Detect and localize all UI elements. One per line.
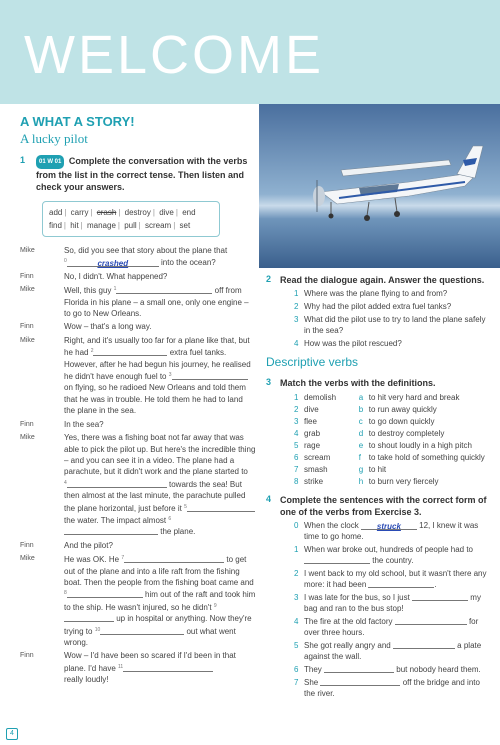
speech-fragment: off from Florida in his plane – a small one, only one engine – to go to New Orleans. <box>64 286 249 319</box>
dialogue-line <box>20 335 256 417</box>
answer-gap[interactable] <box>67 258 159 267</box>
right-column <box>266 274 492 703</box>
verb-column <box>294 392 359 488</box>
speech-fragment: to get out of the plane and into a life raft from the fishing boat. Then the people from the fishing boat came and <box>64 555 254 587</box>
definition-item[interactable]: f to take hold of something quickly <box>358 453 485 462</box>
question-item <box>294 301 492 312</box>
gap-number: 0 <box>64 258 67 265</box>
speaker-name: Finn <box>20 541 34 549</box>
verb-item[interactable]: 7 smash <box>294 465 328 474</box>
sentence-item: 0 When the clock struck 12, I knew it was time to go home. <box>294 521 479 541</box>
plane-photo <box>259 104 500 268</box>
definition-item[interactable]: e to shout loudly in a high pitch <box>358 441 472 450</box>
definition-item[interactable]: a to hit very hard and break <box>358 393 460 402</box>
verb-item[interactable]: 3 flee <box>294 417 317 426</box>
answer-gap[interactable] <box>393 640 455 649</box>
answer-gap[interactable] <box>113 285 212 294</box>
sentence-item: 7 She off the bridge and into the river. <box>294 678 480 698</box>
answer-gap[interactable] <box>67 479 167 488</box>
section-heading: A WHAT A STORY! <box>20 114 135 129</box>
answer-gap[interactable] <box>172 371 248 380</box>
question-item <box>294 314 492 336</box>
speech-fragment: Well, this guy <box>64 286 114 296</box>
plane-photo-image <box>259 104 500 268</box>
page-banner <box>0 0 500 104</box>
exercise-1-instruction <box>36 155 256 193</box>
page-title: WELCOME <box>24 25 325 85</box>
speech-fragment: into the ocean? <box>158 258 216 268</box>
speaker-name: Mike <box>20 286 35 294</box>
answer-gap[interactable] <box>304 555 370 564</box>
word-item: dive <box>159 208 174 217</box>
exercise-4-instruction: Complete the sentences with the correct form of one of the verbs from Exercise 3. <box>280 495 487 517</box>
answer-gap[interactable] <box>412 592 468 601</box>
speaker-name: Mike <box>20 555 35 563</box>
question-number: 1 <box>294 289 299 298</box>
question-text: What did the pilot use to try to land the plane safely in the sea? <box>304 315 486 335</box>
gap-number: 2 <box>90 348 94 355</box>
word-item: carry <box>70 208 89 217</box>
verb-item[interactable]: 5 rage <box>294 441 321 450</box>
speech-fragment: really loudly! <box>64 675 109 685</box>
speaker-name: Mike <box>20 434 35 442</box>
exercise-number: 2 <box>266 274 272 284</box>
question-text: Why had the pilot added extra fuel tanks? <box>304 302 452 311</box>
exercise-3-instruction: Match the verbs with the definitions. <box>280 378 436 388</box>
speech-fragment: Wow – I'd have been so scared if I'd been in that plane. I'd have <box>64 651 236 673</box>
answer-gap[interactable] <box>187 503 255 512</box>
speech-text <box>64 284 256 319</box>
answer-gap[interactable] <box>361 521 417 530</box>
speech-fragment: the plane. <box>158 527 196 537</box>
exercise-number: 4 <box>266 494 272 504</box>
sentence-item: 6 They but nobody heard them. <box>294 665 481 674</box>
answer-gap[interactable] <box>124 554 224 563</box>
exercise-number: 3 <box>266 377 272 387</box>
gap-number: 3 <box>168 372 172 379</box>
question-number: 2 <box>294 302 299 311</box>
page-number: 4 <box>6 728 18 740</box>
speech-fragment: extra fuel tanks. However, after he had begun his journey, he realised he didn't have enough fuel to <box>64 348 251 382</box>
dialogue-line <box>20 553 256 648</box>
gap-number: 9 <box>213 602 217 609</box>
dialogue-line <box>20 432 256 538</box>
speech-text <box>64 245 256 269</box>
answer-gap[interactable] <box>67 589 143 598</box>
speaker-name: Finn <box>20 652 34 660</box>
gap-number: 10 <box>94 626 101 633</box>
dialogue-line <box>20 245 256 269</box>
speaker-name: Finn <box>20 272 34 280</box>
speech-text: Wow – that's a long way. <box>64 322 152 332</box>
word-item: add <box>49 208 63 217</box>
example-answer: crashed <box>97 259 129 269</box>
verb-item[interactable]: 4 grab <box>294 429 321 438</box>
question-list <box>294 288 492 349</box>
speech-fragment: the water. The impact almost <box>64 515 169 525</box>
question-item <box>294 338 492 349</box>
gap-number: 5 <box>184 503 187 510</box>
question-number: 3 <box>294 315 299 324</box>
dialogue <box>20 245 256 686</box>
sentence-list <box>294 520 492 699</box>
sentence-item: 5 She got really angry and a plate against the wall. <box>294 641 482 661</box>
speech-fragment: him out of the raft and took him to the ship. He wasn't injured, so he didn't <box>64 590 256 612</box>
instruction-text: Complete the conversation with the verbs from the list in the correct tense. Then listen and check your answers. <box>36 156 248 192</box>
definition-item[interactable]: d to destroy completely <box>358 429 445 438</box>
gap-number: 6 <box>168 515 172 522</box>
word-item: manage <box>86 221 116 230</box>
word-item: destroy <box>124 208 151 217</box>
match-table <box>294 392 492 488</box>
exercise-1 <box>20 155 256 193</box>
exercise-2-instruction: Read the dialogue again. Answer the questions. <box>280 275 485 285</box>
dialogue-line <box>20 321 256 332</box>
question-text: Where was the plane flying to and from? <box>304 289 448 298</box>
word-item: scream <box>144 221 172 230</box>
definition-item[interactable]: c to go down quickly <box>358 417 435 426</box>
speech-text <box>64 335 256 417</box>
verb-item[interactable]: 8 strike <box>294 477 324 486</box>
dialogue-line <box>20 419 256 430</box>
gap-number: 11 <box>118 663 124 670</box>
word-item: end <box>182 208 196 217</box>
word-item: hit <box>70 221 79 230</box>
speaker-name: Mike <box>20 247 35 254</box>
speech-fragment: Yes, there was a fishing boat not far away that was able to pick the pilot up. But here's the incredible thing – and you can see it in a video. The plane had a parachute, but it didn't work and the plane started to <box>64 433 256 477</box>
exercise-number: 1 <box>20 155 26 165</box>
dialogue-line <box>20 271 256 282</box>
definition-item[interactable]: h to burn very fiercely <box>358 477 439 486</box>
speaker-name: Mike <box>20 336 35 344</box>
answer-gap[interactable] <box>90 347 167 356</box>
question-number: 4 <box>294 339 299 348</box>
speech-text: In the sea? <box>64 419 104 429</box>
example-answer: struck <box>376 522 401 531</box>
verb-item[interactable]: 2 dive <box>294 405 319 414</box>
speaker-name: Finn <box>20 420 34 428</box>
definition-column <box>359 392 492 488</box>
speech-text: No, I didn't. What happened? <box>64 271 168 281</box>
definition-item[interactable]: b to run away quickly <box>358 405 437 414</box>
gap-number: 4 <box>64 479 67 486</box>
word-item: find <box>49 221 62 230</box>
word-item: set <box>179 221 191 230</box>
answer-gap[interactable] <box>64 526 158 535</box>
speech-fragment: up in hospital or anything. Now they're trying to <box>64 614 252 636</box>
speech-text: And the pilot? <box>64 540 113 550</box>
exercise-2 <box>266 274 492 349</box>
answer-gap[interactable] <box>324 664 394 673</box>
speech-fragment: So, did you see that story about the plane that <box>64 246 228 255</box>
question-text: How was the pilot rescued? <box>304 339 402 348</box>
speech-text <box>64 432 256 538</box>
gap-number: 8 <box>64 590 67 597</box>
speech-fragment: out what went wrong. <box>64 626 236 647</box>
definition-item[interactable]: g to hit <box>358 465 387 474</box>
section-subheading: A lucky pilot <box>20 131 88 146</box>
audio-track-badge[interactable]: 01 W 01 <box>36 155 64 169</box>
answer-gap[interactable] <box>64 613 114 622</box>
left-column <box>20 114 256 688</box>
answer-gap[interactable] <box>100 626 184 635</box>
question-item <box>294 288 492 299</box>
speech-text <box>64 650 256 685</box>
gap-number: 7 <box>121 555 125 562</box>
answer-gap[interactable] <box>320 677 400 686</box>
sentence-item: 1 When war broke out, hundreds of people had to the country. <box>294 545 473 565</box>
word-list-box: add | carry | crash | destroy | dive | end find | hit | manage | pull | scream | set <box>42 201 220 237</box>
speech-fragment: He was OK. He <box>64 555 122 565</box>
speech-fragment: towards the sea! But then almost at the last minute, the parachute pulled the plane horizontal, just before it <box>64 479 246 513</box>
verb-item[interactable]: 1 demolish <box>294 393 337 402</box>
sentence-item: 2 I went back to my old school, but it wasn't there any more: it had been . <box>294 569 487 589</box>
speech-fragment: on flying, so he radioed New Orleans and told them that he was in trouble. He told them he had to land the plane in the sea. <box>64 383 246 416</box>
dialogue-line <box>20 650 256 685</box>
speech-text <box>64 553 256 648</box>
word-item: pull <box>124 221 137 230</box>
speaker-name: Finn <box>20 323 34 331</box>
gap-number: 1 <box>113 286 117 293</box>
sentence-item: 3 I was late for the bus, so I just my bag and ran to the bus stop! <box>294 593 481 613</box>
dialogue-line <box>20 284 256 319</box>
answer-gap[interactable] <box>368 579 434 588</box>
descriptive-verbs-heading: Descriptive verbs <box>266 355 359 369</box>
speech-fragment: Right, and it's usually too far for a plane like that, but he had <box>64 335 250 358</box>
exercise-3 <box>266 377 492 488</box>
exercise-4 <box>266 494 492 699</box>
dialogue-line <box>20 540 256 551</box>
sentence-item: 4 The fire at the old factory for over three hours. <box>294 617 479 637</box>
answer-gap[interactable] <box>123 663 213 672</box>
verb-item[interactable]: 6 scream <box>294 453 331 462</box>
word-item-used: crash <box>96 208 117 217</box>
answer-gap[interactable] <box>395 616 467 625</box>
